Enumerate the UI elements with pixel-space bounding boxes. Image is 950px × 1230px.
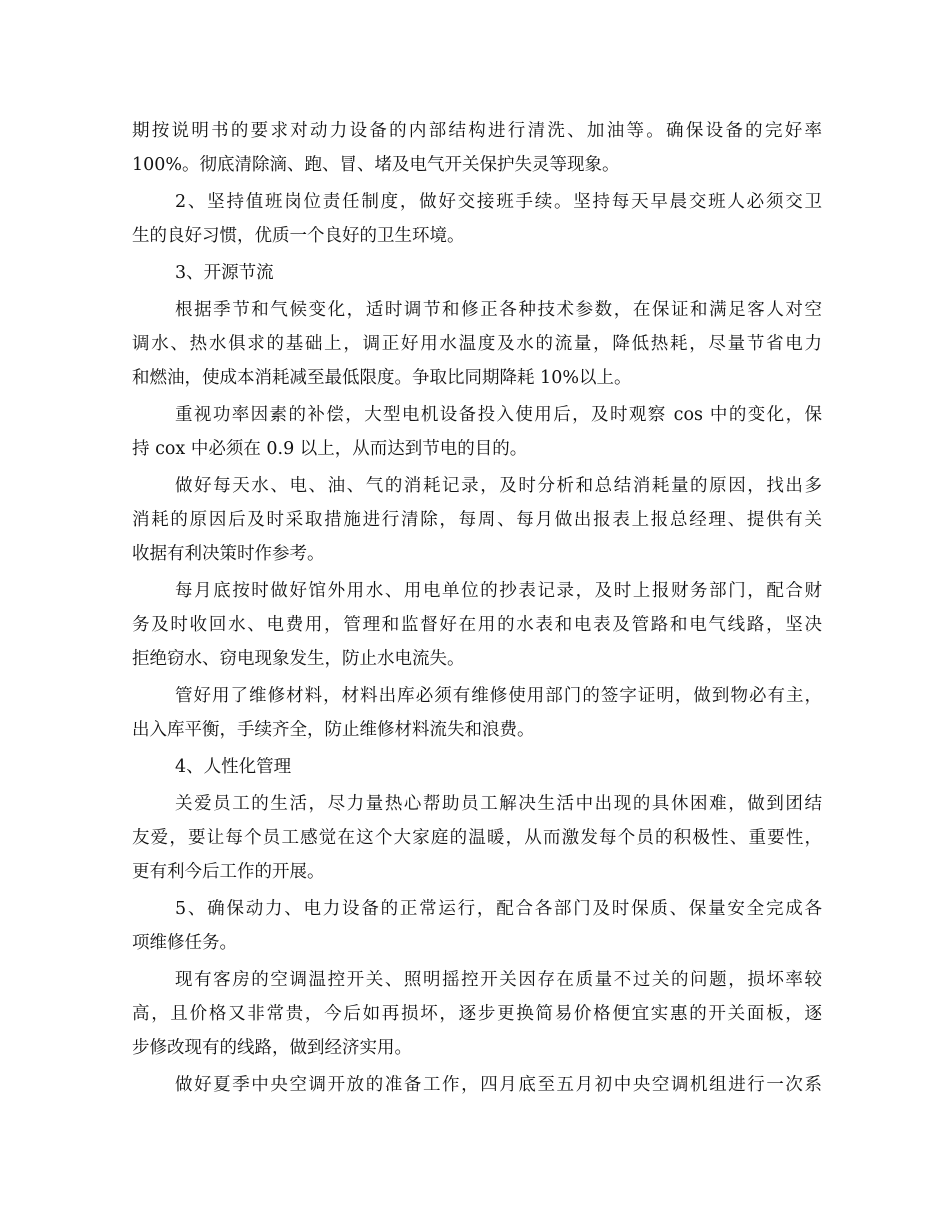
text-line-11: 做好每天水、电、油、气的消耗记录，及时分析和总结消耗量的原因，找出多 <box>175 476 822 496</box>
text-line-26: 高，且价格又非常贵，今后如再损坏，逐步更换简易价格便宜实惠的开关面板，逐 <box>132 1004 822 1024</box>
text-line-3: 2、坚持值班岗位责任制度，做好交接班手续。坚持每天早晨交班人必须交卫 <box>175 192 822 212</box>
text-line-14: 每月底按时做好馆外用水、用电单位的抄表记录，及时上报财务部门，配合财 <box>175 581 822 601</box>
text-line-10: 持 cox 中必须在 0.9 以上，从而达到节电的目的。 <box>132 439 528 459</box>
text-line-8: 和燃油，使成本消耗减至最低限度。争取比同期降耗 10%以上。 <box>132 368 632 388</box>
text-line-13: 收据有利决策时作参考。 <box>132 544 325 564</box>
text-line-25: 现有客房的空调温控开关、照明摇控开关因存在质量不过关的问题，损坏率较 <box>175 970 822 990</box>
text-line-12: 消耗的原因后及时采取措施进行清除，每周、每月做出报表上报总经理、提供有关 <box>132 510 822 530</box>
section-heading-4: 4、人性化管理 <box>175 757 292 777</box>
text-line-2: 100%。彻底清除滴、跑、冒、堵及电气开关保护失灵等现象。 <box>132 155 620 175</box>
text-line-18: 出入库平衡，手续齐全，防止维修材料流失和浪费。 <box>132 720 535 740</box>
text-line-16: 拒绝窃水、窃电现象发生，防止水电流失。 <box>132 649 465 669</box>
text-line-4: 生的良好习惯，优质一个良好的卫生环境。 <box>132 226 465 246</box>
text-line-17: 管好用了维修材料，材料出库必须有维修使用部门的签字证明，做到物必有主， <box>175 686 822 706</box>
text-line-9: 重视功率因素的补偿，大型电机设备投入使用后，及时观察 cos 中的变化，保 <box>175 405 822 425</box>
section-heading-3: 3、开源节流 <box>175 263 274 283</box>
text-line-28: 做好夏季中央空调开放的准备工作，四月底至五月初中央空调机组进行一次系 <box>175 1075 822 1095</box>
text-line-1: 期按说明书的要求对动力设备的内部结构进行清洗、加油等。确保设备的完好率 <box>132 121 822 141</box>
text-line-15: 务及时收回水、电费用，管理和监督好在用的水表和电表及管路和电气线路，坚决 <box>132 615 822 635</box>
text-line-23: 5、确保动力、电力设备的正常运行，配合各部门及时保质、保量安全完成各 <box>175 899 822 919</box>
text-line-24: 项维修任务。 <box>132 933 237 953</box>
text-line-22: 更有利今后工作的开展。 <box>132 862 325 882</box>
text-line-21: 友爱，要让每个员工感觉在这个大家庭的温暖，从而激发每个员的积极性、重要性， <box>132 828 822 848</box>
text-line-6: 根据季节和气候变化，适时调节和修正各种技术参数，在保证和满足客人对空 <box>175 300 822 320</box>
text-line-27: 步修改现有的线路，做到经济实用。 <box>132 1038 412 1058</box>
text-line-7: 调水、热水俱求的基础上，调正好用水温度及水的流量，降低热耗，尽量节省电力 <box>132 334 822 354</box>
text-line-20: 关爱员工的生活，尽力量热心帮助员工解决生活中出现的具休困难，做到团结 <box>175 794 822 814</box>
